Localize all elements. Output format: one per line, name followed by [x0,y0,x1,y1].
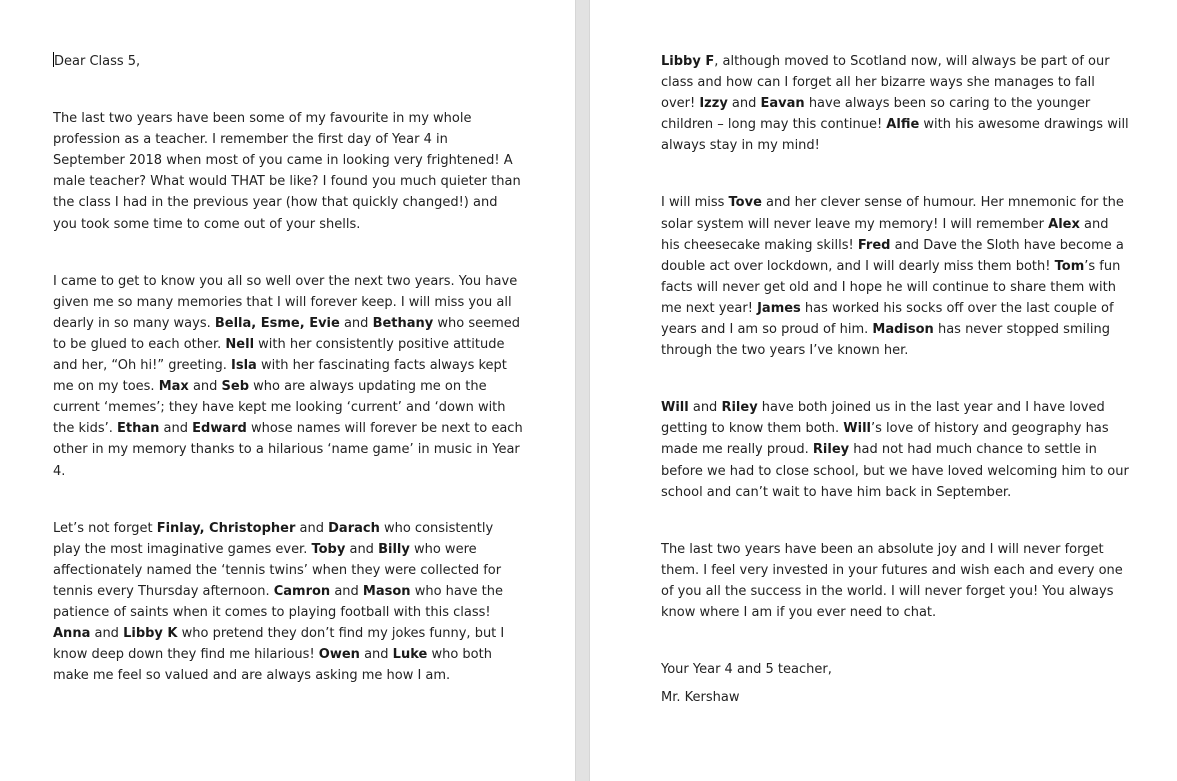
paragraph-libby-f[interactable] [661,51,1131,156]
page-right-text-column [661,51,1131,708]
text-run: who have the patience of saints when it comes to playing football with this class! [53,583,504,620]
letter-greeting[interactable]: Dear Class 5, [54,54,141,69]
student-name: Madison [872,322,934,338]
text-run: have both joined us in the last year and I have loved getting to know them both. [661,400,1105,437]
paragraph-i-will-miss[interactable] [661,192,1131,361]
text-run: who both make me feel so valued and are always asking me how I am. [53,647,492,684]
student-name: Libby K [123,626,178,642]
student-name: Will [661,400,689,416]
student-name: James [757,300,801,316]
student-name: Izzy [699,96,728,112]
text-run: and [188,379,222,395]
text-run: who were affectionately named the ‘tennis twins’ when they were collected for tennis every Thursday afternoon. [53,541,502,599]
student-name: Riley [812,442,850,458]
student-name: Isla [231,358,257,374]
text-run: with her consistently positive attitude and her, “Oh hi!” greeting. [53,336,505,374]
student-name: Will [843,421,872,437]
text-run: had not had much chance to settle in before we had to close school, but we have loved welcoming him to our school and can’t wait to have him back in September. [661,442,1129,500]
text-run: The last two years have been an absolute joy and I will never forget them. I feel very invested in your futures and wish each and every one of you all the success in the world. I will never forget you! You always know where I am if you ever need to chat. [661,541,1123,620]
document-page-right [590,0,1177,781]
page-gutter [575,0,590,781]
student-name: Ethan [117,421,160,437]
text-run: who pretend they don’t find my jokes funny, but I know deep down they find me hilarious! [53,626,505,663]
text-run: and [295,520,329,536]
text-run: has never stopped smiling through the two years I’ve known her. [661,322,1110,359]
text-run: The last two years have been some of my favourite in my whole profession as a teacher. I remember the first day of Year 4 in September 2018 when most of you came in looking very frightened! A male teacher? What would THAT be like? I found you much quieter than the class I had in the previous year (how that quickly changed!) and you took some time to come out of your shells. [53,111,521,232]
student-name: Bethany [372,315,434,331]
text-run: and [339,315,373,331]
student-name: Mason [362,583,411,599]
paragraph-opening[interactable] [53,108,523,235]
student-name: Tom [1054,258,1085,274]
student-name: Alex [1048,216,1080,232]
text-run: I came to get to know you all so well over the next two years. You have given me so many memories that I will forever keep. I will miss you all dearly in so many ways. [53,273,518,331]
letter-closing[interactable]: Your Year 4 and 5 teacher, [661,662,832,678]
text-run: and Dave the Sloth have become a double act over lockdown, and I will dearly miss them both! [661,237,1124,274]
paragraph-memories[interactable] [53,271,523,482]
text-run: Let’s not forget [53,520,157,536]
student-name: Tove [728,195,762,211]
text-run: and [159,421,193,437]
text-run: and [330,583,363,599]
text-run: ’s love of history and geography has made me really proud. [661,421,1109,458]
page-left-text-column [53,51,523,686]
text-run: and [345,541,379,557]
document-page-left [0,0,575,781]
student-name: Owen [318,647,360,663]
paragraph-lets-not-forget[interactable] [53,518,523,687]
student-name: Eavan [760,96,805,112]
student-name: Nell [225,336,255,352]
student-name: Libby F [661,54,715,69]
student-name: Toby [311,541,346,557]
text-run: who consistently play the most imaginative games ever. [53,520,494,557]
text-run: and [90,626,124,642]
text-run: has worked his socks off over the last couple of years and I am so proud of him. [661,300,1114,338]
text-run: and her clever sense of humour. Her mnemonic for the solar system will never leave my memory! I will remember [661,195,1124,232]
student-name: Alfie [886,117,920,133]
student-name: Seb [221,379,250,395]
letter-signature[interactable]: Mr. Kershaw [661,690,740,706]
text-run: and [688,400,722,416]
text-run: have always been so caring to the younger children – long may this continue! [661,96,1091,133]
text-run: with her fascinating facts always kept me on my toes. [53,358,507,395]
text-run: , although moved to Scotland now, will always be part of our class and how can I forget all her bizarre ways she manages to fall over! [661,54,1110,112]
text-run: with his awesome drawings will always stay in my mind! [661,117,1129,154]
student-name: Luke [392,647,428,663]
student-name: Camron [273,583,331,599]
text-run: who are always updating me on the current ‘memes’; they have kept me looking ‘current’ and ‘down with the kids’. [53,379,506,437]
student-name: Edward [192,421,247,437]
paragraph-will-and-riley[interactable] [661,397,1131,502]
text-run: ’s fun facts will never get old and I hope he will continue to share them with me next year! [661,258,1121,316]
text-run: and his cheesecake making skills! [661,216,1109,253]
student-name: Darach [328,520,380,536]
text-run: who seemed to be glued to each other. [53,315,521,352]
student-name: Billy [378,541,410,557]
text-run: and [359,647,393,663]
paragraph-closing-thoughts[interactable] [661,539,1131,623]
student-name: Finlay, Christopher [156,520,296,536]
student-name: Max [158,379,189,395]
student-name: Riley [721,400,758,416]
student-name: Anna [53,626,91,642]
student-name: Fred [857,237,891,253]
text-run: I will miss [661,195,729,211]
text-run: and [727,96,761,112]
text-run: whose names will forever be next to each other in my memory thanks to a hilarious ‘name game’ in music in Year 4. [53,421,523,479]
student-name: Bella, Esme, Evie [214,315,340,331]
